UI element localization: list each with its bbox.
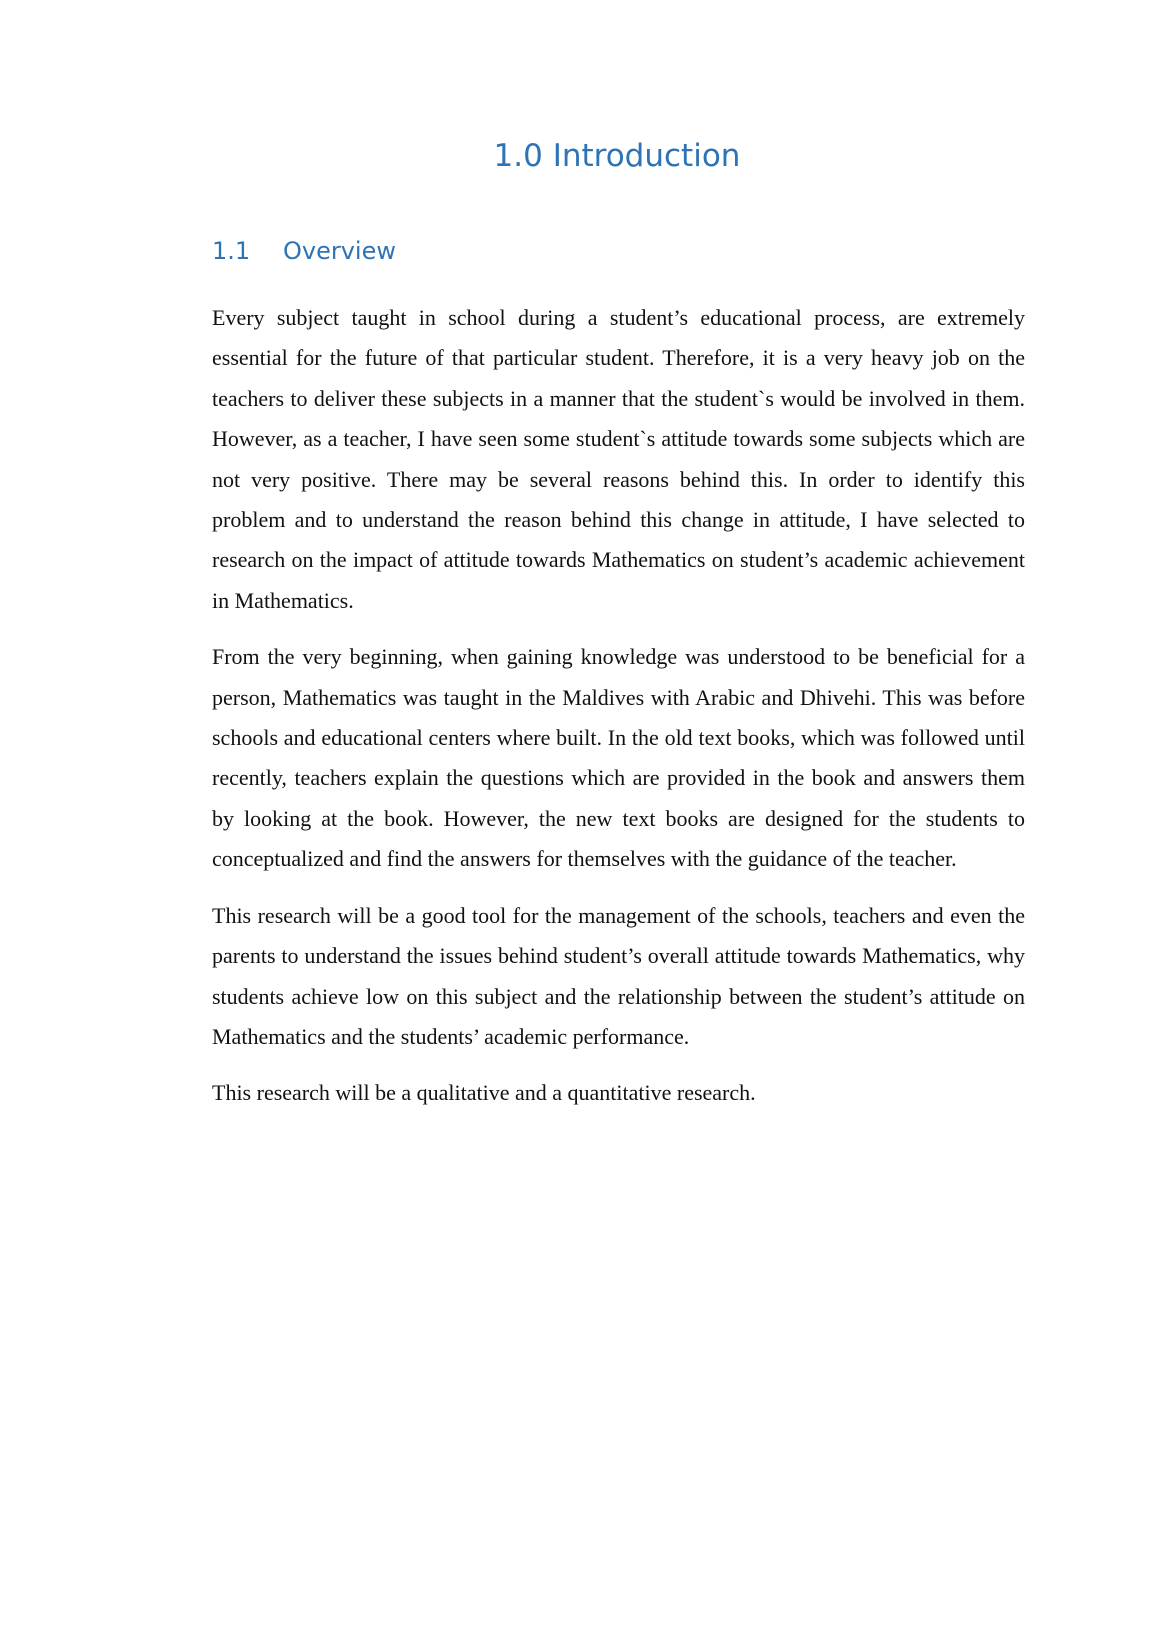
paragraph: From the very beginning, when gaining knowledge was understood to be beneficial for a person, Mathematics was taught in the Maldives with Arabic and Dhivehi. This was before schools and educational centers where built. In the old text books, which was followed until recently, teachers explain the questions which are provided in the book and answers them by looking at the book. However, the new text books are designed for the students to conceptualized and find the answers for themselves with the guidance of the teacher. [212,644,1025,872]
paragraph: Every subject taught in school during a student’s educational process, are extremely essential for the future of that particular student. Therefore, it is a very heavy job on the teachers to deliver these subjects in a manner that the student`s would be involved in them. However, as a teacher, I have seen some student`s attitude towards some subjects which are not very positive. There may be several reasons behind this. In order to identify this problem and to understand the reason behind this change in attitude, I have selected to research on the impact of attitude towards Mathematics on student’s academic achievement in Mathematics. [212,305,1025,613]
section-heading [212,235,396,267]
body-text [212,298,1025,1130]
paragraph: This research will be a qualitative and a quantitative research. [212,1080,756,1106]
chapter-title: 1.0 Introduction [493,138,741,174]
section-number: 1.1 [212,237,251,265]
section-title: Overview [283,237,396,265]
paragraph: This research will be a good tool for the management of the schools, teachers and even the parents to understand the issues behind student’s overall attitude towards Mathematics, why students achieve low on this subject and the relationship between the student’s attitude on Mathematics and the students’ academic performance. [212,902,1025,1049]
